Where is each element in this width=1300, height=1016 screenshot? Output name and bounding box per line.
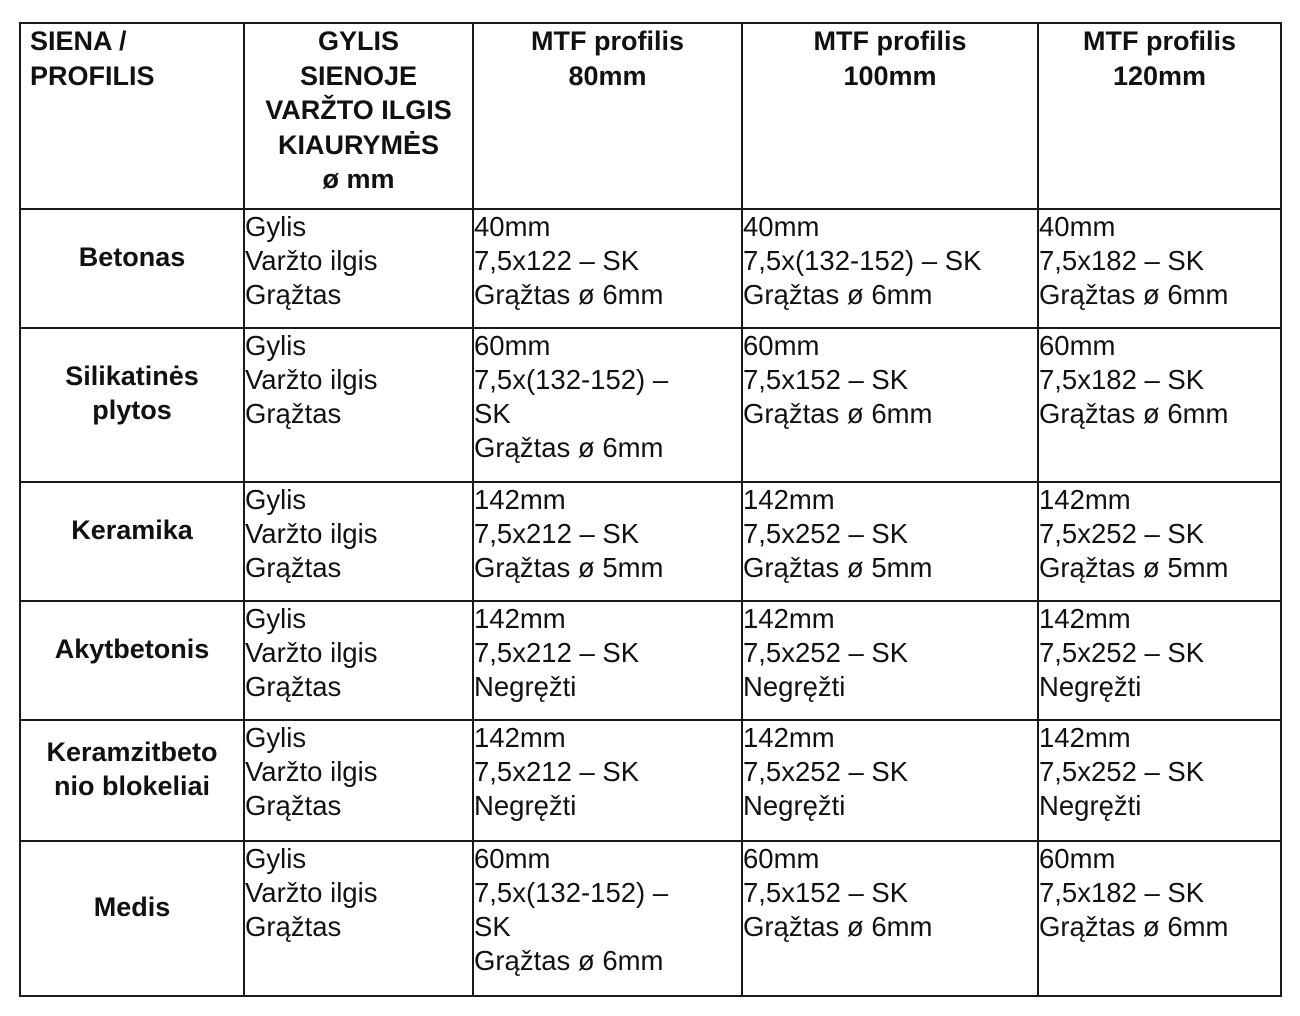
wall-type-name: Keramika: [71, 514, 193, 545]
cell-line: Grąžtas: [245, 552, 342, 583]
cell-line: Varžto ilgis: [245, 637, 378, 668]
cell-line: Negręžti: [474, 671, 577, 702]
fastener-spec-table: [19, 22, 1282, 997]
wall-type-name: Akytbetonis: [54, 633, 210, 664]
cell-line: Grąžtas ø 6mm: [1039, 398, 1229, 429]
cell-line: Varžto ilgis: [245, 245, 378, 276]
header-depth-screw-hole: GYLIS SIENOJE VARŽTO ILGIS KIAURYMĖS ø mm: [244, 23, 473, 209]
profile-80mm-cell: [473, 482, 742, 601]
table-row: [20, 482, 1281, 601]
cell-line: Grąžtas ø 6mm: [1039, 911, 1229, 942]
cell-line: 7,5x152 – SK: [743, 877, 909, 908]
cell-line: 60mm: [1039, 843, 1116, 874]
cell-line: 142mm: [743, 603, 835, 634]
profile-120mm-cell: [1038, 209, 1281, 328]
cell-line: Grąžtas ø 6mm: [474, 432, 664, 463]
profile-120mm-cell: [1038, 601, 1281, 720]
row-labels-cell: [244, 841, 473, 996]
cell-line: Grąžtas ø 6mm: [1039, 279, 1229, 310]
profile-100mm-cell: [742, 482, 1038, 601]
cell-line: 142mm: [474, 484, 566, 515]
cell-line: Negręžti: [743, 790, 846, 821]
header-profile-120mm: MTF profilis 120mm: [1038, 23, 1281, 209]
cell-line: 142mm: [743, 484, 835, 515]
cell-line: 7,5x212 – SK: [474, 518, 640, 549]
profile-120mm-cell: [1038, 482, 1281, 601]
row-labels-cell: [244, 209, 473, 328]
table-row: [20, 841, 1281, 996]
wall-type-name: Medis: [93, 891, 171, 922]
cell-line: 40mm: [474, 211, 551, 242]
cell-line: Negręžti: [743, 671, 846, 702]
cell-line: 142mm: [743, 722, 835, 753]
header-profile-100mm: MTF profilis 100mm: [742, 23, 1038, 209]
profile-80mm-cell: [473, 720, 742, 841]
cell-line: 142mm: [1039, 484, 1131, 515]
cell-line: Varžto ilgis: [245, 756, 378, 787]
table-body: [20, 209, 1281, 996]
cell-line: Gylis: [245, 330, 307, 361]
cell-line: 7,5x212 – SK: [474, 756, 640, 787]
cell-line: 60mm: [743, 843, 820, 874]
cell-line: Negręžti: [1039, 790, 1142, 821]
header-profile-80mm: MTF profilis 80mm: [473, 23, 742, 209]
cell-line: 7,5x252 – SK: [743, 637, 909, 668]
table-row: [20, 328, 1281, 482]
wall-type-cell: [20, 841, 244, 996]
cell-line: SK: [474, 911, 511, 942]
cell-line: 7,5x122 – SK: [474, 245, 640, 276]
cell-line: Grąžtas: [245, 790, 342, 821]
cell-line: 7,5x252 – SK: [1039, 756, 1205, 787]
cell-line: Grąžtas ø 5mm: [1039, 552, 1229, 583]
cell-line: Grąžtas ø 5mm: [474, 552, 664, 583]
table-row: [20, 601, 1281, 720]
cell-line: 7,5x(132-152) –: [474, 877, 669, 908]
cell-line: 60mm: [474, 330, 551, 361]
cell-line: 7,5x252 – SK: [743, 518, 909, 549]
cell-line: Gylis: [245, 211, 307, 242]
cell-line: Grąžtas: [245, 279, 342, 310]
header-row: [20, 23, 1281, 209]
cell-line: 7,5x252 – SK: [1039, 637, 1205, 668]
profile-80mm-cell: [473, 601, 742, 720]
cell-line: 7,5x152 – SK: [743, 364, 909, 395]
cell-line: Varžto ilgis: [245, 364, 378, 395]
cell-line: Grąžtas ø 6mm: [743, 911, 933, 942]
wall-type-cell: [20, 482, 244, 601]
cell-line: SK: [474, 398, 511, 429]
cell-line: 7,5x(132-152) – SK: [743, 245, 982, 276]
cell-line: Varžto ilgis: [245, 518, 378, 549]
profile-100mm-cell: [742, 601, 1038, 720]
cell-line: Grąžtas: [245, 398, 342, 429]
profile-100mm-cell: [742, 720, 1038, 841]
profile-80mm-cell: [473, 209, 742, 328]
cell-line: 142mm: [1039, 603, 1131, 634]
row-labels-cell: [244, 482, 473, 601]
profile-120mm-cell: [1038, 328, 1281, 482]
wall-type-cell: [20, 328, 244, 482]
table-row: [20, 209, 1281, 328]
cell-line: 7,5x252 – SK: [1039, 518, 1205, 549]
row-labels-cell: [244, 601, 473, 720]
wall-type-cell: [20, 720, 244, 841]
cell-line: Grąžtas ø 6mm: [474, 945, 664, 976]
table-row: [20, 720, 1281, 841]
cell-line: Grąžtas ø 5mm: [743, 552, 933, 583]
cell-line: 7,5x182 – SK: [1039, 877, 1205, 908]
header-wall-profile: SIENA / PROFILIS: [20, 23, 244, 209]
cell-line: 7,5x212 – SK: [474, 637, 640, 668]
cell-line: 40mm: [1039, 211, 1116, 242]
cell-line: 7,5x252 – SK: [743, 756, 909, 787]
profile-80mm-cell: [473, 841, 742, 996]
wall-type-name: Silikatinės: [65, 361, 199, 391]
cell-line: 142mm: [474, 722, 566, 753]
cell-line: Negręžti: [1039, 671, 1142, 702]
cell-line: 7,5x182 – SK: [1039, 245, 1205, 276]
cell-line: Gylis: [245, 484, 307, 515]
cell-line: 60mm: [474, 843, 551, 874]
cell-line: Grąžtas ø 6mm: [743, 279, 933, 310]
wall-type-cell: [20, 601, 244, 720]
cell-line: Varžto ilgis: [245, 877, 378, 908]
cell-line: Negręžti: [474, 790, 577, 821]
wall-type-name: Betonas: [78, 241, 186, 272]
row-labels-cell: [244, 328, 473, 482]
cell-line: Gylis: [245, 603, 307, 634]
profile-100mm-cell: [742, 209, 1038, 328]
cell-line: 60mm: [1039, 330, 1116, 361]
cell-line: 40mm: [743, 211, 820, 242]
cell-line: Gylis: [245, 722, 307, 753]
profile-80mm-cell: [473, 328, 742, 482]
profile-120mm-cell: [1038, 720, 1281, 841]
profile-120mm-cell: [1038, 841, 1281, 996]
cell-line: Grąžtas ø 6mm: [743, 398, 933, 429]
cell-line: Grąžtas: [245, 911, 342, 942]
cell-line: Grąžtas ø 6mm: [474, 279, 664, 310]
wall-type-cell: [20, 209, 244, 328]
cell-line: Grąžtas: [245, 671, 342, 702]
cell-line: 60mm: [743, 330, 820, 361]
wall-type-name: Keramzitbeto: [46, 736, 218, 767]
wall-type-name: nio blokeliai: [53, 770, 211, 801]
profile-100mm-cell: [742, 841, 1038, 996]
cell-line: Gylis: [245, 843, 307, 874]
wall-type-name: plytos: [92, 395, 172, 425]
row-labels-cell: [244, 720, 473, 841]
cell-line: 7,5x182 – SK: [1039, 364, 1205, 395]
cell-line: 142mm: [1039, 722, 1131, 753]
profile-100mm-cell: [742, 328, 1038, 482]
cell-line: 142mm: [474, 603, 566, 634]
cell-line: 7,5x(132-152) –: [474, 364, 669, 395]
